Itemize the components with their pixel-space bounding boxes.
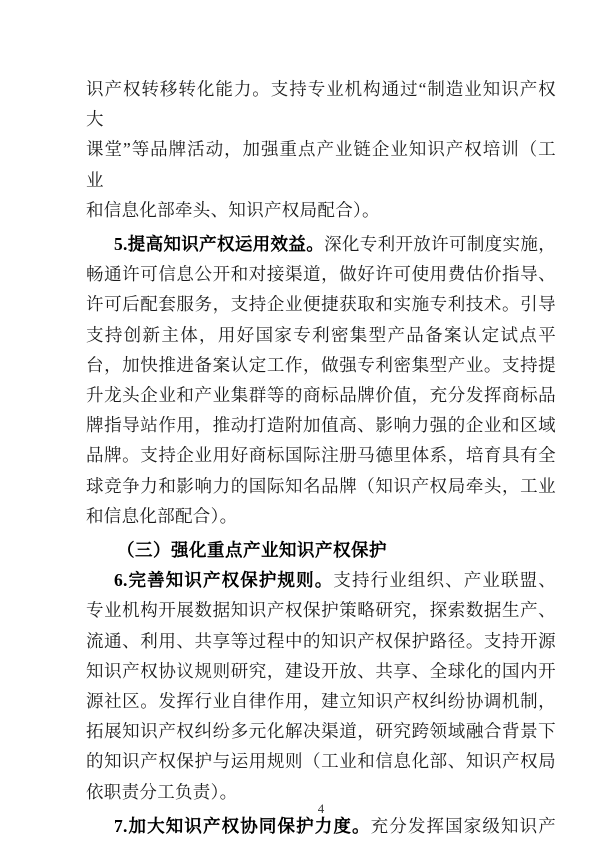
- body-line: [86, 350, 556, 380]
- body-line: [86, 716, 556, 746]
- body-line: [86, 380, 556, 410]
- line-text: 深化专利开放许可制度实施，: [324, 234, 556, 255]
- body-line: [86, 289, 556, 319]
- section-heading-3: [86, 535, 556, 565]
- line-text: 和信息化部配合）。: [86, 505, 238, 526]
- line-text: 拓展知识产权纠纷多元化解决渠道，研究跨领域融合背景下: [86, 721, 556, 742]
- line-text: 牌指导站作用，推动打造附加值高、影响力强的企业和区域: [86, 415, 556, 436]
- line-text: 支持创新主体，用好国家专利密集型产品备案认定试点平: [86, 324, 556, 345]
- line-text: 充分发挥国家级知识产: [370, 815, 557, 836]
- line-text: 源社区。发挥行业自律作用，建立知识产权纠纷协调机制，: [86, 691, 556, 712]
- line-text: 专业机构开展数据知识产权保护策略研究，探索数据生产、: [86, 600, 556, 621]
- line-text: 品牌。支持企业用好商标国际注册马德里体系，培育具有全: [86, 445, 556, 466]
- paragraph-5-first-line: [86, 229, 556, 259]
- body-line: [86, 320, 556, 350]
- line-text: 的知识产权保护与运用规则（工业和信息化部、知识产权局: [86, 751, 556, 772]
- body-line: [86, 501, 556, 531]
- line-text: 畅通许可信息公开和对接渠道，做好许可使用费估价指导、: [86, 264, 556, 285]
- body-line: [86, 259, 556, 289]
- body-line: [86, 656, 556, 686]
- line-text: 许可后配套服务，支持企业便捷获取和实施专利技术。引导: [86, 294, 556, 315]
- body-line: [86, 134, 556, 194]
- body-line: [86, 440, 556, 470]
- body-line: [86, 595, 556, 625]
- body-line: [86, 686, 556, 716]
- body-line: [86, 471, 556, 501]
- line-text: 流通、利用、共享等过程中的知识产权保护路径。支持开源: [86, 630, 556, 651]
- line-text: 知识产权协议规则研究，建设开放、共享、全球化的国内开: [86, 660, 556, 681]
- body-line: [86, 195, 556, 225]
- page-number: 4: [317, 801, 325, 816]
- line-text: 台，加快推进备案认定工作，做强专利密集型产业。支持提: [86, 354, 556, 375]
- body-line: [86, 746, 556, 776]
- paragraph-6-number-lead: 6.完善知识产权保护规则。: [114, 570, 334, 591]
- paragraph-6-first-line: [86, 565, 556, 595]
- paragraph-7-number-lead: 7.加大知识产权协同保护力度。: [114, 815, 371, 836]
- body-line: [86, 410, 556, 440]
- line-text: 升龙头企业和产业集群等的商标品牌价值，充分发挥商标品: [86, 385, 556, 406]
- paragraph-5-number-lead: 5.提高知识产权运用效益。: [114, 234, 325, 255]
- document-text-block: [86, 74, 556, 841]
- body-line: [86, 74, 556, 134]
- section-heading-text: （三）强化重点产业知识产权保护: [117, 540, 387, 561]
- line-text: 球竞争力和影响力的国际知名品牌（知识产权局牵头，工业: [86, 475, 556, 496]
- line-text: 支持行业组织、产业联盟、: [333, 570, 556, 591]
- line-text: 识产权转移转化能力。支持专业机构通过“制造业知识产权大: [86, 79, 556, 130]
- line-text: 依职责分工负责）。: [86, 781, 238, 802]
- line-text: 课堂”等品牌活动，加强重点产业链企业知识产权培训（工业: [86, 139, 556, 190]
- line-text: 和信息化部牵头、知识产权局配合）。: [86, 199, 380, 220]
- body-line: [86, 626, 556, 656]
